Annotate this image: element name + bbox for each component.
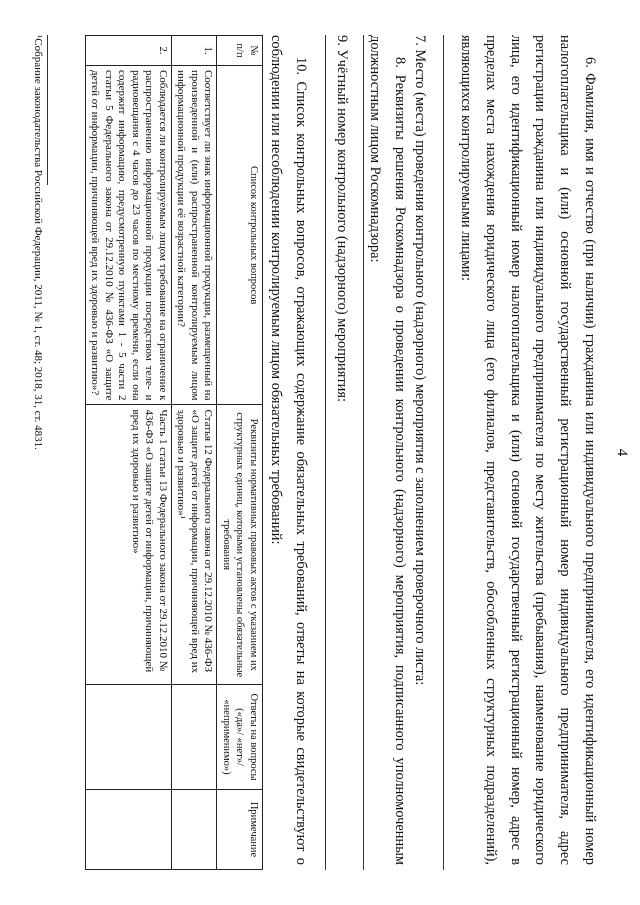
- item-8-paragraph: 8. Реквизиты решения Роскомнадзора о проведении контрольного (надзорного) мероприятия, подписанного уполномоченным должностным лицом Роскомнадзора:: [367, 35, 408, 865]
- item-9-paragraph: 9. Учётный номер контрольного (надзорного) мероприятия:: [334, 35, 350, 402]
- row-num: 1.: [172, 36, 218, 66]
- row-requisites: Статья 12 Федерального закона от 29.12.2010 № 436-ФЗ «О защите детей от информации, причиняющей вред их здоровью и развитию»¹: [172, 405, 218, 685]
- row-num: 2.: [86, 36, 172, 66]
- header-num: № п/п: [217, 36, 263, 66]
- row-note-cell[interactable]: [172, 790, 218, 870]
- item-7-paragraph: 7. Место (места) проведения контрольного (надзорного) мероприятия с заполнением проверочного листа:: [412, 35, 428, 686]
- footnote: ¹Собрание законодательства Российской Федерации, 2011, № 1, ст. 48; 2018, 31, ст. 4831.: [32, 35, 44, 450]
- table-header-row: [217, 36, 263, 870]
- page-number: 4: [614, 448, 630, 457]
- header-requisites: Реквизиты нормативных правовых актов с указанием их структурных единиц, которыми установлены обязательные требования: [217, 405, 263, 685]
- row-answer-cell[interactable]: [86, 685, 172, 790]
- row-question: Соблюдается ли контролируемым лицом требование на ограничение к распространению информационной продукции посредством теле- и радиовещания с 4 часов до 23 часов по местному времени, если она содержит информацию, предусмотренную пунктами 1 - 5 части 2 статьи 5 Федерального закона от 29.12.2010 № 436-ФЗ «О защите детей от информации, причиняющей вред их здоровью и развитию»?: [86, 65, 172, 405]
- row-answer-cell[interactable]: [172, 685, 218, 790]
- fill-line-item-6: [443, 35, 444, 870]
- checklist-table: [85, 35, 263, 870]
- fill-line-item-8: [363, 35, 364, 870]
- table-row: [86, 36, 172, 870]
- row-question: Соответствует ли знак информационной продукции, размещенный на произведенной и (или) распространенной контролируемым лицом информационной продукции её возрастной категории?: [172, 65, 218, 405]
- footnote-separator: [47, 35, 48, 185]
- header-note: Примечание: [217, 790, 263, 870]
- fill-line-item-9: [325, 35, 326, 870]
- row-requisites: Часть 1 статьи 13 Федерального закона от 29.12.2010 № 436-ФЗ «О защите детей от информации, причиняющей вред их здоровью и развитию»: [86, 405, 172, 685]
- header-questions: Список контрольных вопросов: [217, 65, 263, 405]
- item-10-paragraph: 10. Список контрольных вопросов, отражающих содержание обязательных требований, ответы на которые свидетельствуют о соблюдении или несоблюдении контролируемым лицом обязательных требований:: [268, 35, 309, 865]
- header-answers: Ответы на вопросы («да»/ «нет»/ «неприменимо»): [217, 685, 263, 790]
- item-6-paragraph: 6. Фамилия, имя и отчество (при наличии) гражданина или индивидуального предпринимателя, его идентификационный номер налогоплательщика и (или) основной государственный регистрационный номер индивидуального предпринимателя, адрес регистрации гражданина или индивидуального предпринимателя по месту жительства (пребывания), наименование юридического лица, его идентификационный номер налогоплательщика и (или) основной государственный регистрационный номер, адрес в пределах места нахождения юридического лица (его филиалов, представительств, обособленных структурных подразделений), являющихся контролируемыми лицами:: [458, 35, 598, 865]
- table-row: [172, 36, 218, 870]
- row-note-cell[interactable]: [86, 790, 172, 870]
